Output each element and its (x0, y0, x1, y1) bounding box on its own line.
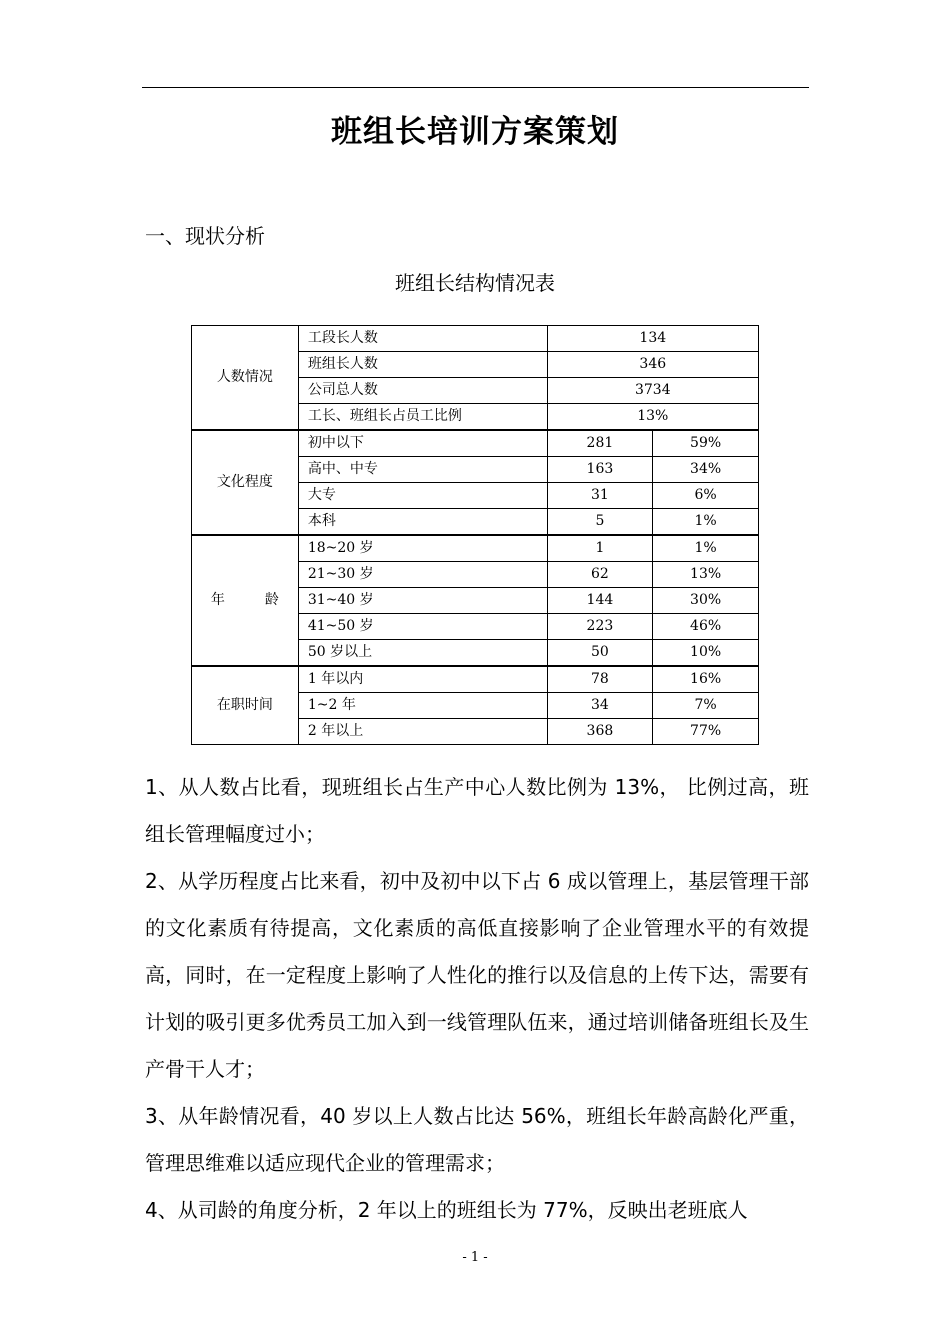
row-percent: 1% (653, 509, 759, 536)
row-value: 281 (547, 430, 653, 457)
table-row (192, 430, 759, 457)
row-value: 368 (547, 719, 653, 745)
row-percent: 10% (653, 640, 759, 667)
row-value: 223 (547, 614, 653, 640)
row-percent: 46% (653, 614, 759, 640)
document-title: 班组长培训方案策划 (331, 114, 619, 150)
row-label: 31~40 岁 (298, 588, 547, 614)
row-label: 21~30 岁 (298, 562, 547, 588)
group-label-age-second: 龄 (264, 592, 279, 608)
row-value: 144 (547, 588, 653, 614)
row-value: 3734 (547, 378, 758, 404)
row-label: 工长、班组长占员工比例 (298, 404, 547, 431)
row-percent: 13% (653, 562, 759, 588)
row-label: 高中、中专 (298, 457, 547, 483)
row-label: 18~20 岁 (298, 535, 547, 562)
row-value: 50 (547, 640, 653, 667)
group-label-headcount: 人数情况 (192, 326, 299, 431)
row-value: 1 (547, 535, 653, 562)
row-label: 2 年以上 (298, 719, 547, 745)
row-percent: 6% (653, 483, 759, 509)
row-percent: 59% (653, 430, 759, 457)
row-label: 班组长人数 (298, 352, 547, 378)
analysis-paragraph-3: 3、从年龄情况看，40 岁以上人数占比达 56%，班组长年龄高龄化严重，管理思维难以适应现代企业的管理需求； (145, 1104, 809, 1175)
analysis-body (145, 764, 809, 1234)
group-label-tenure: 在职时间 (192, 666, 299, 745)
group-label-education: 文化程度 (192, 430, 299, 535)
row-percent: 34% (653, 457, 759, 483)
section-heading: 一、现状分析 (145, 224, 265, 248)
row-percent: 77% (653, 719, 759, 745)
group-label-age (192, 535, 299, 666)
row-percent: 7% (653, 693, 759, 719)
row-label: 1~2 年 (298, 693, 547, 719)
analysis-paragraph-1: 1、从人数占比看，现班组长占生产中心人数比例为 13%， 比例过高，班组长管理幅度过小； (145, 775, 809, 846)
row-label: 工段长人数 (298, 326, 547, 352)
row-value: 78 (547, 666, 653, 693)
page-number: - 1 - (462, 1250, 488, 1265)
row-label: 本科 (298, 509, 547, 536)
group-label-age-first: 年 (210, 592, 225, 608)
row-value: 31 (547, 483, 653, 509)
row-value: 62 (547, 562, 653, 588)
table-row (192, 535, 759, 562)
row-value: 13% (547, 404, 758, 431)
row-label: 公司总人数 (298, 378, 547, 404)
row-percent: 16% (653, 666, 759, 693)
row-label: 大专 (298, 483, 547, 509)
row-label: 41~50 岁 (298, 614, 547, 640)
table-row (192, 666, 759, 693)
table-row (192, 326, 759, 352)
row-value: 5 (547, 509, 653, 536)
row-value: 34 (547, 693, 653, 719)
row-value: 134 (547, 326, 758, 352)
table-caption: 班组长结构情况表 (395, 271, 555, 295)
analysis-paragraph-4: 4、从司龄的角度分析，2 年以上的班组长为 77%，反映出老班底人 (145, 1198, 748, 1222)
row-label: 1 年以内 (298, 666, 547, 693)
row-value: 346 (547, 352, 758, 378)
row-percent: 1% (653, 535, 759, 562)
row-label: 50 岁以上 (298, 640, 547, 667)
structure-table (191, 325, 759, 745)
header-rule (142, 87, 809, 88)
row-value: 163 (547, 457, 653, 483)
row-percent: 30% (653, 588, 759, 614)
analysis-paragraph-2: 2、从学历程度占比来看，初中及初中以下占 6 成以管理上，基层管理干部的文化素质有待提高，文化素质的高低直接影响了企业管理水平的有效提高，同时，在一定程度上影响了人性化的推行以及信息的上传下达，需要有计划的吸引更多优秀员工加入到一线管理队伍来，通过培训储备班组长及生产骨干人才； (145, 869, 809, 1081)
row-label: 初中以下 (298, 430, 547, 457)
